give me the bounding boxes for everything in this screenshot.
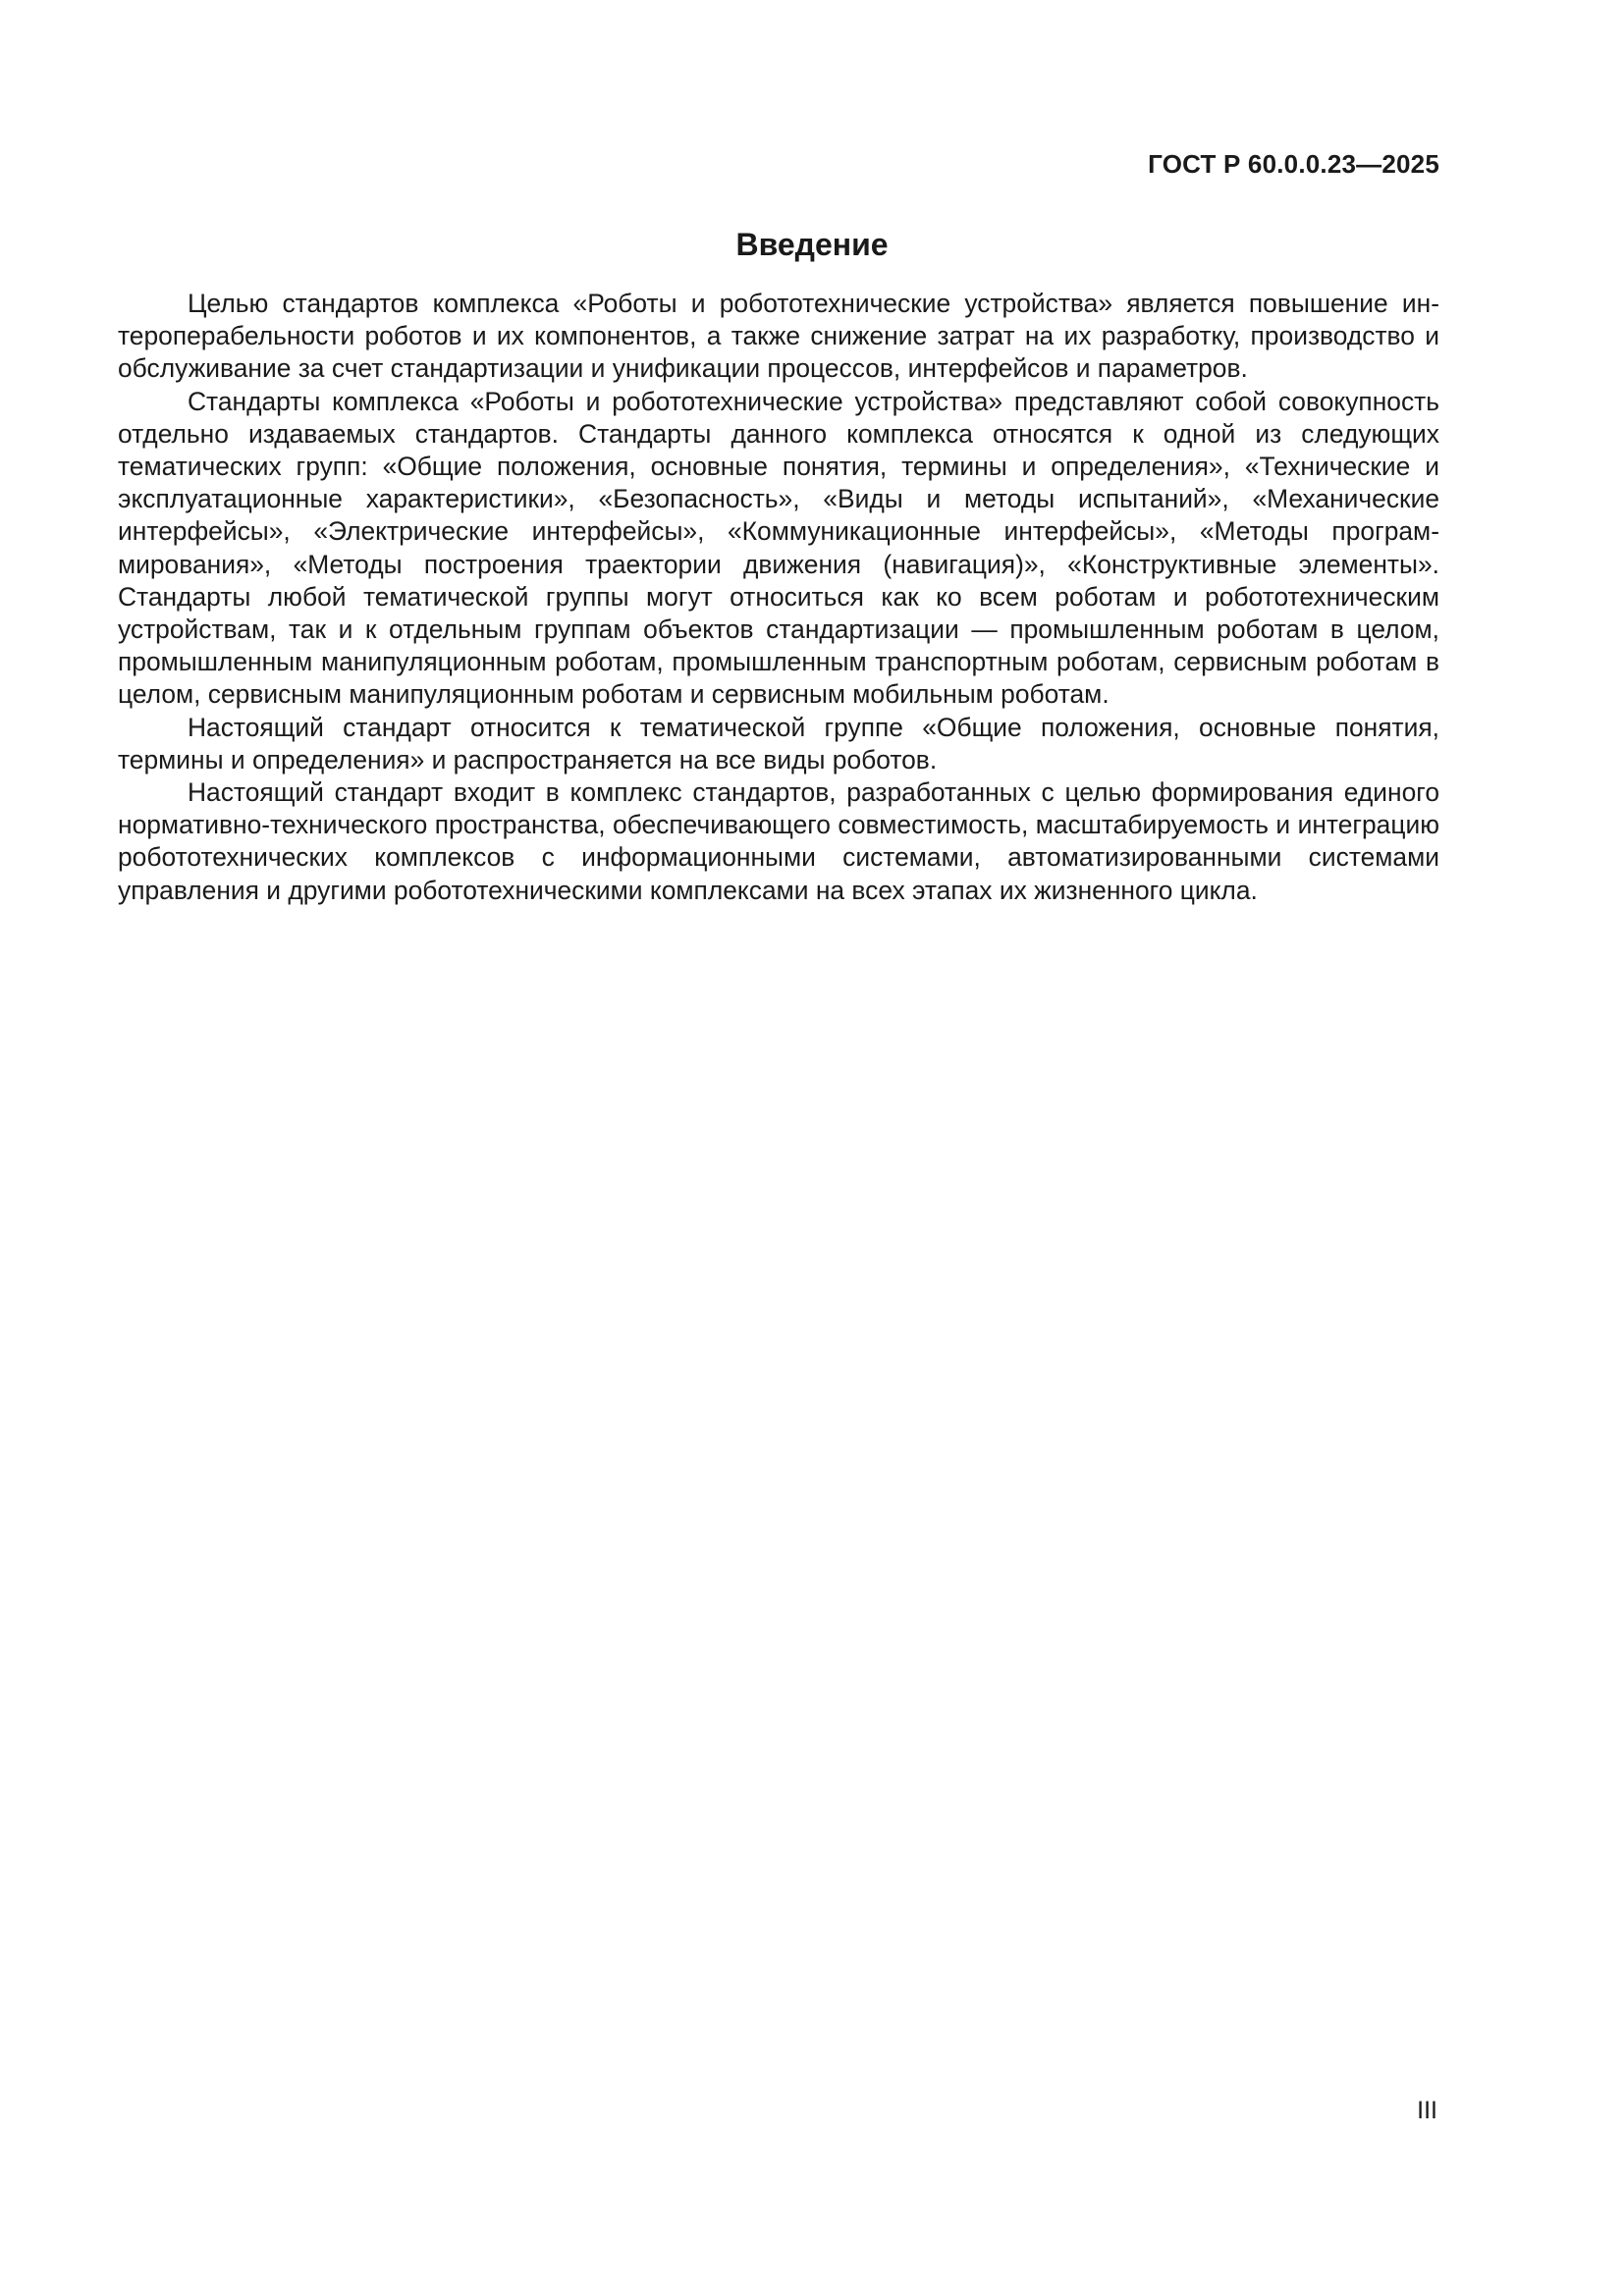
paragraph: Стандарты комплекса «Роботы и робототехнические устройства» представляют собой совокупность отдельно издаваемых стандартов. Стандарты данного комплекса относятся к одной из следующих тематических групп: «Общие положения, основные понятия, термины и определения», «Технические и эксплуатационные характеристики», «Безопасность», «Виды и методы испытаний», «Механические интерфейсы», «Электрические интерфейсы», «Коммуникационные интерфейсы», «Методы программирования», «Методы построения траектории движения (навигация)», «Конструктивные элементы». Стандарты любой тематической группы могут относиться как ко всем роботам и робототехническим устройствам, так и к отдельным группам объектов стандартизации — промышленным роботам в целом, промышленным манипуляционным роботам, промышленным транспортным роботам, сервисным роботам в целом, сервисным манипуляционным роботам и сервисным мобильным роботам. bbox=[118, 386, 1439, 710]
paragraph: Настоящий стандарт входит в комплекс стандартов, разработанных с целью формирования единого нормативно-технического пространства, обеспечивающего совместимость, масштабируемость и интеграцию робототехнических комплексов с информационными системами, автоматизированными системами управления и другими робототехническими комплексами на всех этапах их жизненного цикла. bbox=[118, 777, 1439, 905]
document-code: ГОСТ Р 60.0.0.23—2025 bbox=[1148, 149, 1439, 179]
paragraph: Настоящий стандарт относится к тематической группе «Общие положения, основные понятия, термины и определения» и распространяется на все виды роботов. bbox=[118, 712, 1439, 774]
body-text bbox=[118, 288, 1439, 907]
section-title: Введение bbox=[735, 227, 889, 262]
page-number: III bbox=[1417, 2097, 1437, 2124]
paragraph: Целью стандартов комплекса «Роботы и робототехнические устройства» является повышение интероперабельности роботов и их компонентов, а также снижение затрат на их разработку, производство и обслуживание за счет стандартизации и унификации процессов, интерфейсов и параметров. bbox=[118, 289, 1439, 384]
